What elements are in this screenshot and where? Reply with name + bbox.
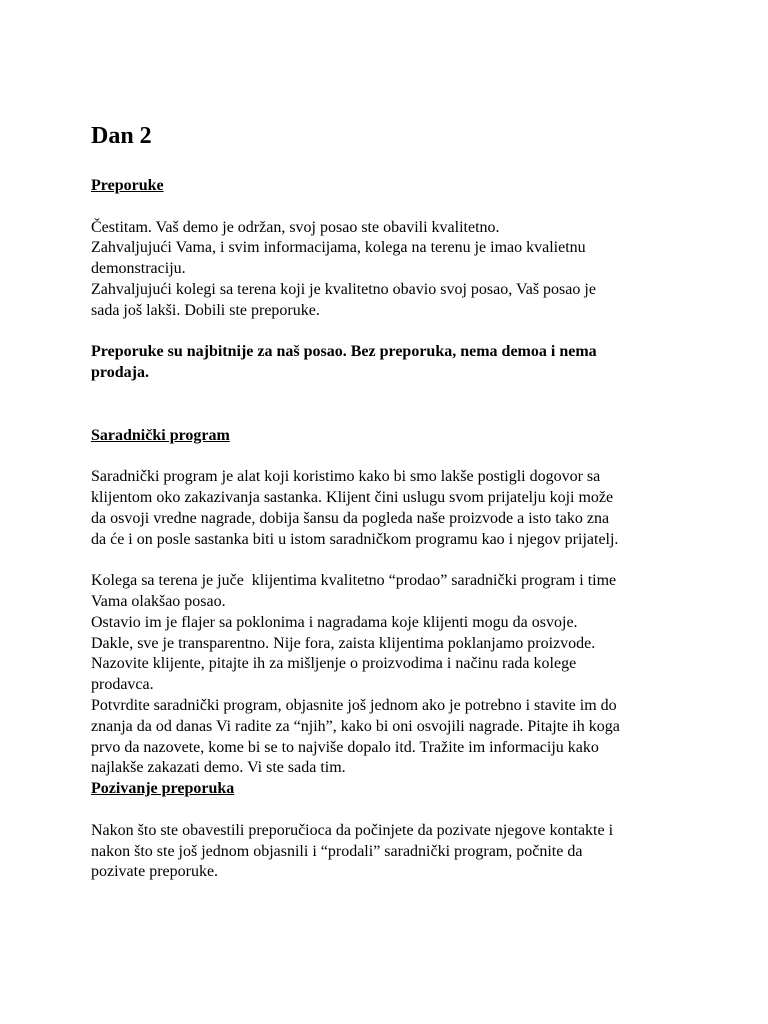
text-line: Preporuke su najbitnije za naš posao. Bez preporuka, nema demoa i nema: [91, 343, 597, 361]
text-line: znanja da od danas Vi radite za “njih”, kako bi oni osvojili nagrade. Pitajte ih koga: [91, 717, 620, 735]
spacer: [91, 322, 681, 343]
text-line: sada još lakši. Dobili ste preporuke.: [91, 301, 320, 319]
text-line: prodavca.: [91, 676, 154, 694]
spacer: [91, 197, 681, 218]
text-line: pozivate preporuke.: [91, 863, 219, 881]
text-line: klijentom oko zakazivanja sastanka. Klijent čini uslugu svom prijatelju koji može: [91, 488, 614, 506]
paragraph-preporuke-intro: [91, 218, 681, 322]
text-line: Vama olakšao posao.: [91, 592, 226, 610]
document-title: Dan 2: [91, 123, 152, 149]
paragraph-pozivanje: [91, 821, 681, 883]
paragraph-preporuke-emphasis: [91, 342, 681, 384]
section-heading-saradnicki-program: Saradnički program: [91, 426, 230, 444]
spacer: [91, 405, 681, 426]
paragraph-saradnicki-instructions: [91, 571, 681, 779]
text-line: Potvrdite saradnički program, objasnite još jednom ako je potrebno i stavite im do: [91, 696, 617, 714]
text-line: Dakle, sve je transparentno. Nije fora, zaista klijentima poklanjamo proizvode.: [91, 634, 596, 652]
spacer: [91, 800, 681, 821]
spacer: [91, 446, 681, 467]
text-line: prodaja.: [91, 364, 149, 382]
section-heading-pozivanje-preporuka: Pozivanje preporuka: [91, 780, 235, 798]
spacer: [91, 384, 681, 405]
document-body: [91, 122, 681, 883]
text-line: da će i on posle sastanka biti u istom saradničkom programu kao i njegov prijatelj.: [91, 530, 619, 548]
text-line: najlakše zakazati demo. Vi ste sada tim.: [91, 759, 346, 777]
text-line: Čestitam. Vaš demo je održan, svoj posao ste obavili kvalitetno.: [91, 218, 500, 236]
text-line: Nazovite klijente, pitajte ih za mišljenje o proizvodima i načinu rada kolege: [91, 655, 577, 673]
paragraph-saradnicki-definition: [91, 467, 681, 550]
spacer: [91, 550, 681, 571]
text-line: Saradnički program je alat koji koristimo kako bi smo lakše postigli dogovor sa: [91, 468, 601, 486]
text-line: da osvoji vredne nagrade, dobija šansu da pogleda naše proizvode a isto tako zna: [91, 509, 610, 527]
text-line: demonstraciju.: [91, 260, 186, 278]
text-line: Kolega sa terena je juče klijentima kvalitetno “prodao” saradnički program i time: [91, 572, 617, 590]
text-line: Ostavio im je flajer sa poklonima i nagradama koje klijenti mogu da osvoje.: [91, 613, 578, 631]
text-line: Zahvaljujući Vama, i svim informacijama, kolega na terenu je imao kvalietnu: [91, 239, 586, 257]
text-line: Nakon što ste obavestili preporučioca da počinjete da pozivate njegove kontakte i: [91, 821, 614, 839]
text-line: prvo da nazovete, kome bi se to najviše dopalo itd. Tražite im informaciju kako: [91, 738, 599, 756]
section-heading-preporuke: Preporuke: [91, 177, 164, 194]
text-line: nakon što ste još jednom objasnili i “prodali” saradnički program, počnite da: [91, 842, 583, 860]
spacer: [91, 150, 681, 176]
text-line: Zahvaljujući kolegi sa terena koji je kvalitetno obavio svoj posao, Vaš posao je: [91, 280, 596, 298]
